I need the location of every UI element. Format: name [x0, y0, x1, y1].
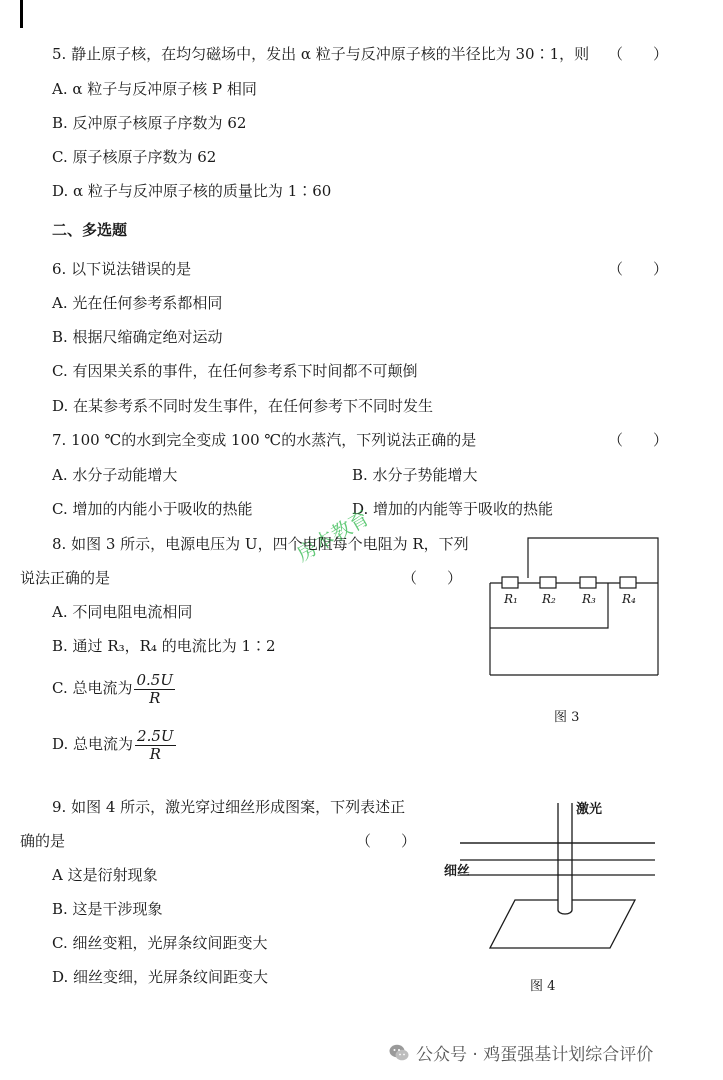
- fraction-denominator: R: [149, 744, 161, 763]
- q8-answer-paren: （ ）: [402, 569, 463, 587]
- q8-option-c: [52, 670, 175, 707]
- fraction-numerator: 2.5U: [137, 726, 174, 745]
- laser-beam: [558, 803, 572, 914]
- q7-option-a: A. 水分子动能增大: [52, 466, 178, 484]
- figure-3-circuit: [480, 530, 670, 690]
- figure-3-caption: 图 3: [554, 710, 580, 725]
- label-r4: R₄: [622, 592, 636, 606]
- section-title: 二、多选题: [52, 221, 128, 239]
- q9-option-c: C. 细丝变粗，光屏条纹间距变大: [52, 934, 268, 952]
- resistor-r2: [540, 577, 556, 588]
- watermark: 房本教育: [292, 505, 374, 567]
- q6-option-a: A. 光在任何参考系都相同: [52, 294, 223, 312]
- q8-option-c-fraction: [134, 672, 175, 707]
- q8-option-d-prefix: D. 总电流为: [52, 735, 134, 753]
- top-margin-mark: [20, 0, 23, 28]
- footer-attribution: [388, 1040, 653, 1065]
- q9-stem-line2: 确的是: [20, 832, 66, 850]
- q5-stem: 5. 静止原子核，在均匀磁场中，发出 α 粒子与反冲原子核的半径比为 30∶1，则: [52, 45, 590, 63]
- q7-option-b: B. 水分子势能增大: [352, 466, 478, 484]
- q5-option-a: A. α 粒子与反冲原子核 P 相同: [52, 80, 257, 98]
- q5-answer-paren: （ ）: [608, 45, 669, 63]
- q9-option-b: B. 这是干涉现象: [52, 900, 163, 918]
- q7-answer-paren: （ ）: [608, 431, 669, 449]
- wechat-icon: [388, 1042, 410, 1064]
- q8-option-d-fraction: [135, 728, 176, 763]
- q9-option-d: D. 细丝变细，光屏条纹间距变大: [52, 968, 269, 986]
- q6-answer-paren: （ ）: [608, 260, 669, 278]
- q9-option-a: A 这是衍射现象: [52, 866, 158, 884]
- q8-option-b: B. 通过 R₃，R₄ 的电流比为 1∶2: [52, 637, 276, 655]
- label-r1: R₁: [504, 592, 518, 606]
- wire-label: 细丝: [444, 864, 471, 879]
- q6-option-b: B. 根据尺缩确定绝对运动: [52, 328, 223, 346]
- laser-label: 激光: [576, 802, 603, 817]
- q9-answer-paren: （ ）: [356, 832, 417, 850]
- q7-option-c: C. 增加的内能小于吸收的热能: [52, 500, 253, 518]
- q8-option-c-prefix: C. 总电流为: [52, 679, 133, 697]
- q6-stem: 6. 以下说法错误的是: [52, 260, 192, 278]
- fraction-numerator: 0.5U: [136, 670, 173, 689]
- q8-stem-line1: 8. 如图 3 所示，电源电压为 U，四个电阻每个电阻为 R，下列: [52, 535, 469, 553]
- label-r2: R₂: [542, 592, 556, 606]
- q6-option-c: C. 有因果关系的事件，在任何参考系下时间都不可颠倒: [52, 362, 418, 380]
- resistor-r3: [580, 577, 596, 588]
- q9-stem-line1: 9. 如图 4 所示，激光穿过细丝形成图案，下列表述正: [52, 798, 406, 816]
- q6-option-d: D. 在某参考系不同时发生事件，在任何参考下不同时发生: [52, 397, 434, 415]
- footer-text: 公众号 · 鸡蛋强基计划综合评价: [416, 1045, 654, 1065]
- figure-4-caption: 图 4: [530, 979, 556, 994]
- q8-option-a: A. 不同电阻电流相同: [52, 603, 193, 621]
- fraction-denominator: R: [149, 688, 161, 707]
- resistor-r1: [502, 577, 518, 588]
- q5-option-b: B. 反冲原子核原子序数为 62: [52, 114, 247, 132]
- q8-stem-line2: 说法正确的是: [20, 569, 111, 587]
- q7-option-d: D. 增加的内能等于吸收的热能: [352, 500, 554, 518]
- q5-option-c: C. 原子核原子序数为 62: [52, 148, 217, 166]
- q8-option-d: [52, 726, 176, 763]
- q7-stem: 7. 100 ℃的水到完全变成 100 ℃的水蒸汽，下列说法正确的是: [52, 431, 477, 449]
- label-r3: R₃: [582, 592, 596, 606]
- resistor-r4: [620, 577, 636, 588]
- figure-4-laser-diagram: [440, 795, 665, 960]
- q5-option-d: D. α 粒子与反冲原子核的质量比为 1∶60: [52, 182, 332, 200]
